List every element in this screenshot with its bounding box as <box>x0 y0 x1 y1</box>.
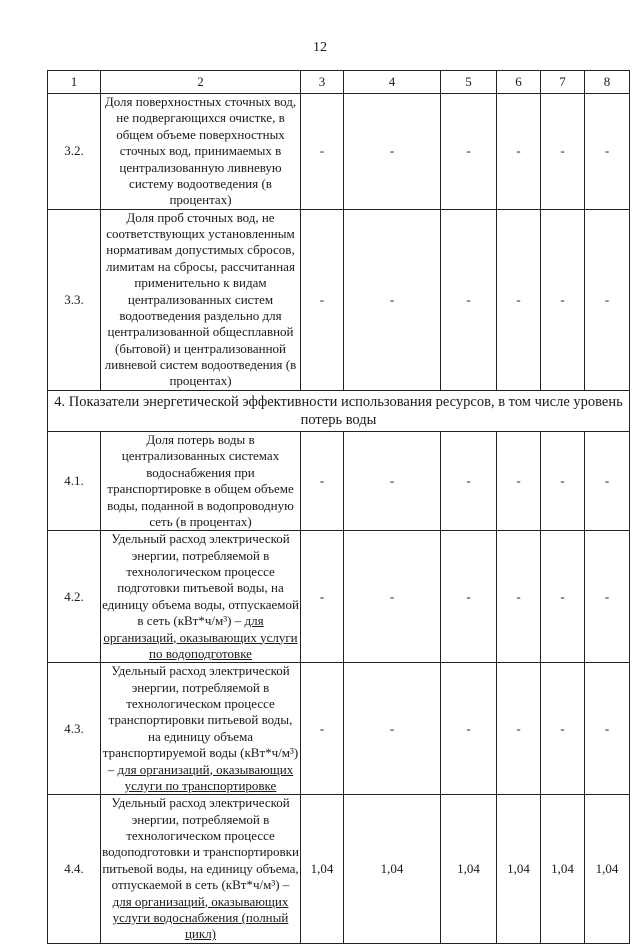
row-value: - <box>301 209 344 390</box>
row-value: - <box>585 432 630 531</box>
row-value: - <box>541 432 585 531</box>
header-cell: 1 <box>48 71 101 94</box>
row-value: - <box>344 209 441 390</box>
row-value: - <box>344 663 441 795</box>
row-value: - <box>441 531 497 663</box>
table-row <box>48 94 630 210</box>
section-heading: 4. Показатели энергетической эффективности использования ресурсов, в том числе уровень потерь воды <box>48 390 630 431</box>
table-row <box>48 795 630 943</box>
row-value: - <box>541 209 585 390</box>
header-cell: 2 <box>101 71 301 94</box>
row-value: - <box>585 663 630 795</box>
section-heading-row <box>48 390 630 431</box>
row-value: 1,04 <box>441 795 497 943</box>
row-description: Удельный расход электрической энергии, потребляемой в технологическом процессе транспортировки питьевой воды, на единицу объема транспортируемой воды (кВт*ч/м³) – для организаций, оказывающих услуги по транспортировке <box>101 663 301 795</box>
row-number: 3.3. <box>48 209 101 390</box>
row-value: - <box>344 531 441 663</box>
row-value: - <box>541 94 585 210</box>
row-value: - <box>441 432 497 531</box>
header-cell: 8 <box>585 71 630 94</box>
row-number: 4.2. <box>48 531 101 663</box>
row-value: - <box>585 94 630 210</box>
row-value: - <box>497 94 541 210</box>
row-value: - <box>301 663 344 795</box>
table-row <box>48 663 630 795</box>
row-value: - <box>497 432 541 531</box>
row-description: Доля поверхностных сточных вод, не подвергающихся очистке, в общем объеме поверхностных сточных вод, принимаемых в централизованную ливневую систему водоотведения (в процентах) <box>101 94 301 210</box>
row-value: 1,04 <box>541 795 585 943</box>
row-description-underlined: для организаций, оказывающих услуги по водоподготовке <box>103 613 298 661</box>
row-value: - <box>497 531 541 663</box>
row-value: - <box>541 531 585 663</box>
row-number: 4.1. <box>48 432 101 531</box>
table-row <box>48 432 630 531</box>
row-value: - <box>344 94 441 210</box>
header-cell: 3 <box>301 71 344 94</box>
row-value: 1,04 <box>585 795 630 943</box>
row-value: - <box>301 432 344 531</box>
row-value: - <box>497 209 541 390</box>
row-value: - <box>301 531 344 663</box>
row-value: - <box>441 94 497 210</box>
row-value: 1,04 <box>497 795 541 943</box>
page-number: 12 <box>313 40 327 55</box>
row-description: Доля проб сточных вод, не соответствующих установленным нормативам допустимых сбросов, лимитам на сбросы, рассчитанная применительно к видам централизованных систем водоотведения раздельно для централизованной общесплавной (бытовой) и централизованной ливневой систем водоотведения (в процентах) <box>101 209 301 390</box>
indicators-table <box>47 70 630 944</box>
row-number: 4.3. <box>48 663 101 795</box>
row-description: Удельный расход электрической энергии, потребляемой в технологическом процессе подготовки питьевой воды, на единицу объема воды, отпускаемой в сеть (кВт*ч/м³) – для организаций, оказывающих услуги по водоподготовке <box>102 531 299 661</box>
row-value: - <box>585 531 630 663</box>
row-value: - <box>301 94 344 210</box>
header-row <box>48 71 630 94</box>
row-description-underlined: для организаций, оказывающих услуги по транспортировке <box>117 761 294 793</box>
row-number: 3.2. <box>48 94 101 210</box>
header-cell: 5 <box>441 71 497 94</box>
row-description: Доля потерь воды в централизованных системах водоснабжения при транспортировке в общем объеме воды, поданной в водопроводную сеть (в процентах) <box>101 432 301 531</box>
header-cell: 4 <box>344 71 441 94</box>
header-cell: 6 <box>497 71 541 94</box>
row-description: Удельный расход электрической энергии, потребляемой в технологическом процессе водоподготовки и транспортировки питьевой воды, на единицу объема, отпускаемой в сеть (кВт*ч/м³) – для организаций, оказывающих услуги водоснабжения (полный цикл) <box>102 795 299 942</box>
row-value: - <box>441 209 497 390</box>
row-number: 4.4. <box>48 795 101 943</box>
row-value: - <box>441 663 497 795</box>
header-cell: 7 <box>541 71 585 94</box>
row-value: - <box>497 663 541 795</box>
table-row <box>48 209 630 390</box>
row-value: - <box>541 663 585 795</box>
row-description-underlined: для организаций, оказывающих услуги водоснабжения (полный цикл) <box>112 893 289 942</box>
row-value: - <box>344 432 441 531</box>
row-value: - <box>585 209 630 390</box>
row-value: 1,04 <box>301 795 344 943</box>
table-row <box>48 531 630 663</box>
row-value: 1,04 <box>344 795 441 943</box>
